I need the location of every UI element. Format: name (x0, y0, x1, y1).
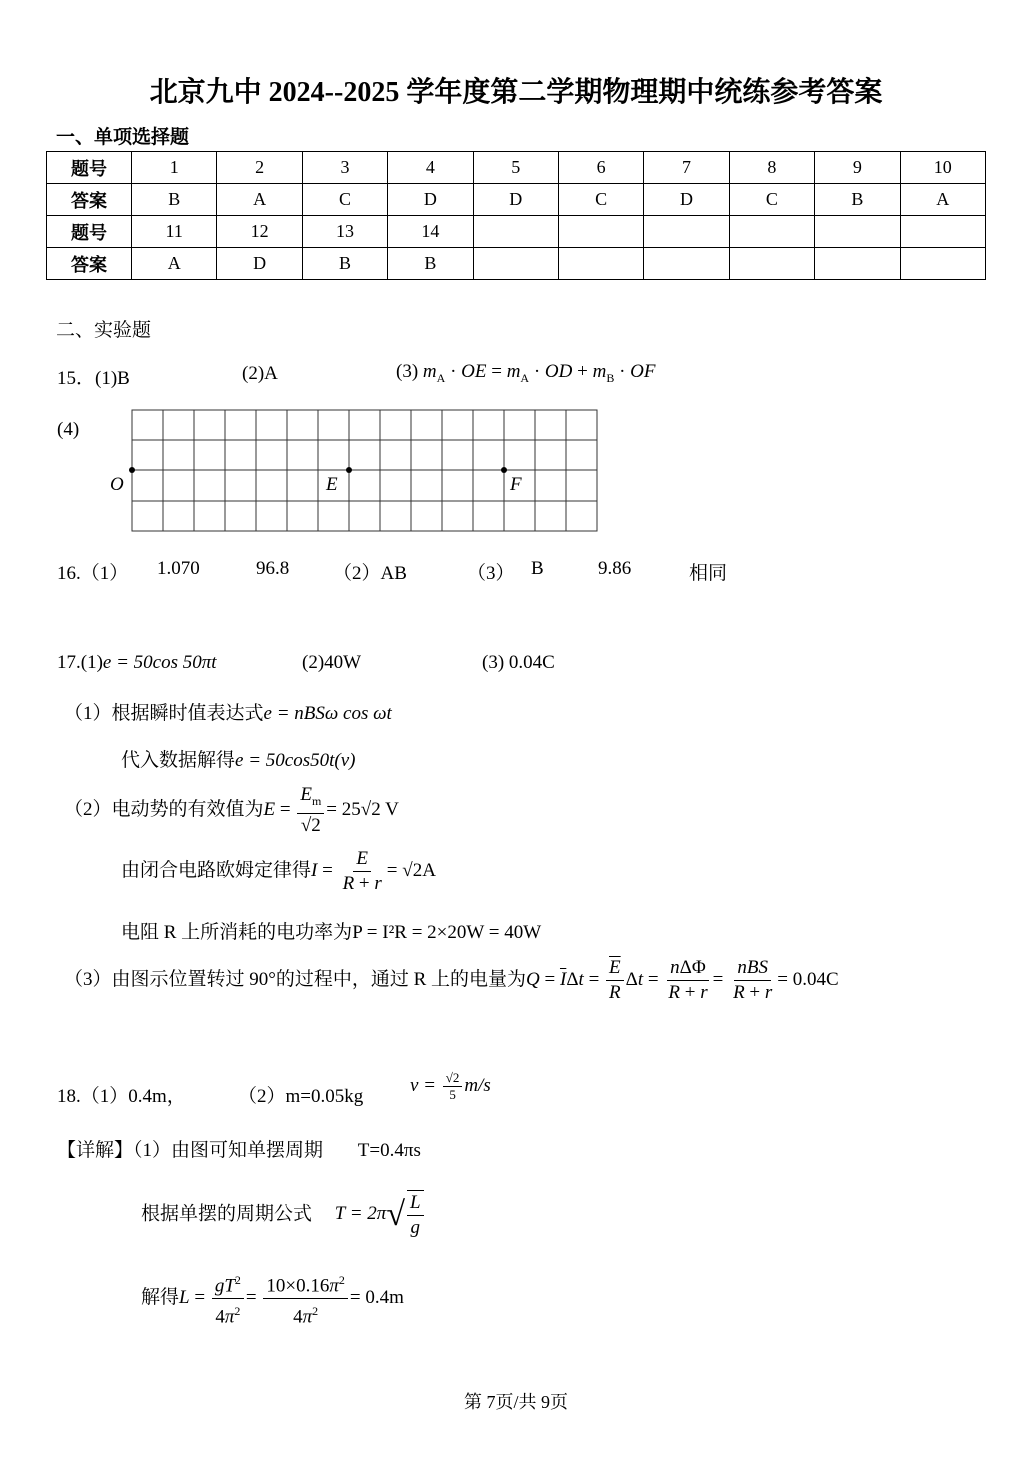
q17-eq1: e = 50cos 50πt (102, 652, 217, 673)
q15-grid-figure (100, 405, 605, 537)
page-title: 北京九中 2024--2025 学年度第二学期物理期中统练参考答案 (149, 77, 883, 108)
step-equation: P = I²R = 2×20W = 40W (352, 922, 542, 943)
table-row (47, 216, 986, 248)
step-equation: T = 2π (334, 1203, 387, 1225)
q16-part2: （2）AB (333, 563, 407, 584)
q17-part3: (3) 0.04C (482, 652, 555, 673)
table-cell (644, 248, 729, 280)
fraction: $\frac{\text{nΔΦ}}{R + r}$ (668, 957, 708, 1003)
q16-value: 9.86 (598, 558, 632, 579)
section-heading-choice: 一、单项选择题 (56, 127, 190, 148)
table-cell: 3 (302, 152, 387, 184)
q15-part1: 15．(1)B (57, 368, 130, 389)
step-text: 解得 (141, 1287, 180, 1309)
step-text: 电阻 R 上所消耗的电功率为 (121, 922, 353, 943)
q16-part3: （3） (467, 563, 515, 584)
step-equation: e = 50cos50t(v) (235, 750, 356, 771)
table-row (47, 184, 986, 216)
step-text: （2）电动势的有效值为 (64, 798, 264, 820)
q16-value: 96.8 (256, 558, 290, 579)
q15-part3-prefix: (3) (396, 361, 419, 382)
q15-part3: (3) $m_A$ · OE = $m_A$ · OD + $m_B$ · OF (396, 361, 656, 385)
step-text: （3）由图示位置转过 90°的过程中，通过 R 上的电量为 (64, 968, 527, 990)
table-cell: 13 (302, 216, 387, 248)
table-cell (473, 248, 558, 280)
step-value: = 0.04C (777, 968, 839, 990)
q17-part2: (2)40W (302, 652, 362, 673)
table-cell: A (132, 248, 217, 280)
table-cell: D (217, 248, 302, 280)
table-cell: D (388, 184, 473, 216)
q17-step3: （3）由图示位置转过 90°的过程中，通过 R 上的电量为$Q = \overline{I}\Delta t$ = $\frac{\overline{E}}{R}$ Δt = $\frac{\text{nΔΦ}}{R + r}$ = $\frac{\text{nBS}}{R + r}$ = 0.04C (64, 957, 839, 1003)
table-cell: B (388, 248, 473, 280)
fraction: $\frac{\text{nBS}}{R + r}$ (733, 957, 773, 1003)
row-label: 答案 (47, 248, 132, 280)
q15-part2: (2)A (242, 363, 278, 384)
table-cell: 11 (132, 216, 217, 248)
table-cell: 2 (217, 152, 302, 184)
table-cell (900, 216, 985, 248)
table-cell: 6 (558, 152, 643, 184)
q18-velocity (410, 1070, 491, 1103)
row-label: 题号 (47, 216, 132, 248)
row-label: 题号 (47, 152, 132, 184)
table-cell: A (217, 184, 302, 216)
table-cell: C (729, 184, 814, 216)
point-f (501, 467, 507, 473)
grid-lines (132, 410, 597, 531)
point-e (346, 467, 352, 473)
table-cell: 10 (900, 152, 985, 184)
q18-detail-1 (57, 1135, 421, 1162)
q17-step2: （2）电动势的有效值为E = $\frac{E_m}{√2}$ = 25√2 V (64, 784, 399, 836)
q18-part1: 18.（1）0.4m， (57, 1086, 186, 1107)
fraction: $\frac{E}{R + r}$ (342, 848, 382, 894)
table-cell: 12 (217, 216, 302, 248)
table-cell: B (815, 184, 900, 216)
table-cell: C (558, 184, 643, 216)
table-cell: 1 (132, 152, 217, 184)
fraction: $\frac{√2}{5}$ (443, 1070, 463, 1103)
step-text: 代入数据解得 (121, 750, 236, 771)
q17-step2c (121, 917, 541, 944)
table-cell: 8 (729, 152, 814, 184)
q17-label-text: 17.(1) (57, 652, 103, 673)
q17-step1 (64, 698, 392, 725)
table-cell: 5 (473, 152, 558, 184)
step-text: 由闭合电路欧姆定律得 (121, 859, 312, 881)
q18-part2: （2）m=0.05kg (238, 1086, 364, 1107)
label-f: F (510, 474, 522, 495)
q16-value: 相同 (689, 563, 728, 584)
table-cell (900, 248, 985, 280)
q18-detail-2: 根据单摆的周期公式 T = 2π√ $\frac{L}{g}$ (141, 1190, 426, 1240)
v-equals: v = (410, 1074, 437, 1096)
page-footer: 第 7页/共 9页 (463, 1392, 568, 1412)
fraction: $\frac{L}{g}$ (407, 1190, 424, 1240)
table-cell (729, 248, 814, 280)
q17-label (57, 652, 217, 674)
table-cell (558, 248, 643, 280)
table-cell: B (302, 248, 387, 280)
table-cell: 7 (644, 152, 729, 184)
step-text: 根据单摆的周期公式 (141, 1203, 313, 1225)
q18-detail-3: 解得L = $\frac{gT^2}{4\pi^2}$ = $\frac{10\times 0.16\pi^2}{4\pi^2}$ = 0.4m (141, 1268, 404, 1330)
q16-label: 16.（1） (57, 563, 129, 584)
fraction: $\frac{E_m}{√2}$ (297, 783, 324, 838)
table-cell: 14 (388, 216, 473, 248)
answer-table (46, 151, 986, 280)
table-cell (644, 216, 729, 248)
fraction: $\frac{\overline{E}}{R}$ (606, 956, 624, 1005)
q16-value: B (531, 558, 544, 579)
step-text: （1）由图可知单摆周期 (133, 1140, 324, 1161)
v-unit: m/s (464, 1074, 491, 1096)
table-cell (729, 216, 814, 248)
table-cell: 9 (815, 152, 900, 184)
q17-step1b (121, 745, 355, 772)
table-cell (473, 216, 558, 248)
step-text: （1）根据瞬时值表达式 (64, 703, 264, 724)
section-heading-experiment: 二、实验题 (56, 320, 152, 341)
detail-tag: 【详解】 (57, 1140, 134, 1161)
table-row (47, 248, 986, 280)
step-value: = 25√2 V (326, 798, 399, 820)
step-equation: T=0.4πs (357, 1140, 421, 1161)
point-o (129, 467, 135, 473)
fraction: $\frac{10\times 0.16\pi^2}{4\pi^2}$ (263, 1268, 348, 1330)
table-cell: D (644, 184, 729, 216)
row-label: 答案 (47, 184, 132, 216)
table-cell (558, 216, 643, 248)
step-value: = √2A (386, 859, 436, 881)
step-value: = 0.4m (349, 1287, 404, 1309)
q17-step2b: 由闭合电路欧姆定律得I = $\frac{E}{R + r}$ = √2A (121, 848, 436, 894)
table-cell: A (900, 184, 985, 216)
table-cell (815, 216, 900, 248)
q15-part4: (4) (57, 419, 80, 440)
step-equation: e = nBSω cos ωt (263, 703, 392, 724)
label-e: E (326, 474, 338, 495)
fraction: $\frac{gT^2}{4\pi^2}$ (212, 1268, 244, 1330)
table-cell: 4 (388, 152, 473, 184)
q16-value: 1.070 (157, 558, 200, 579)
label-o: O (110, 474, 124, 495)
table-cell: D (473, 184, 558, 216)
table-cell (815, 248, 900, 280)
table-row (47, 152, 986, 184)
table-cell: C (302, 184, 387, 216)
table-cell: B (132, 184, 217, 216)
